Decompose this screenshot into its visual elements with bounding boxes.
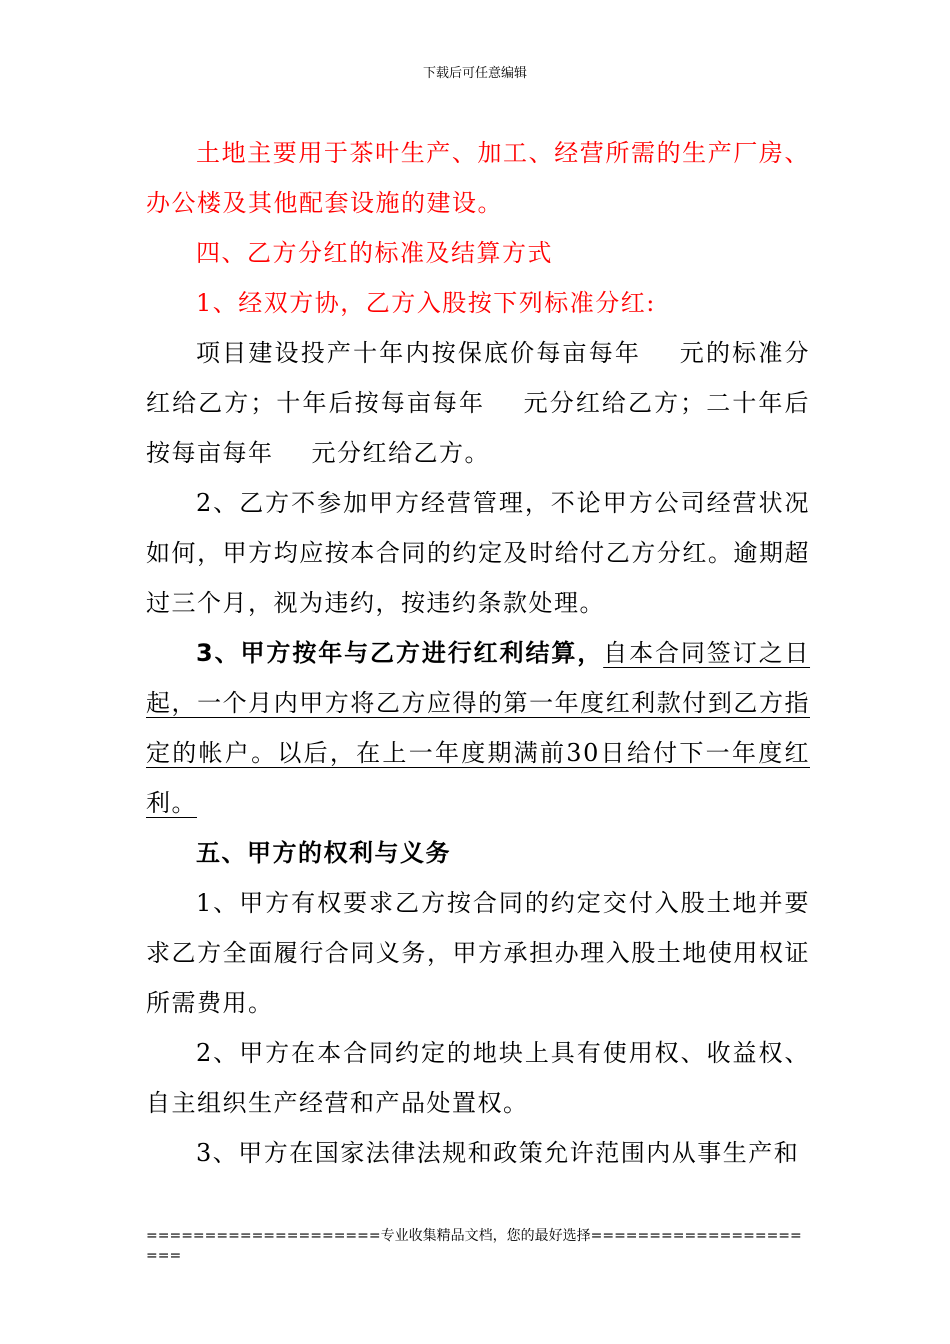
dividend-standard-part-b: 元的标准分红给乙方；十年后按每亩每年: [146, 339, 811, 417]
dividend-standard-part-a: 项目建设投产十年内按保底价每亩每年: [196, 339, 642, 367]
section-five-heading: 五、甲方的权利与义务: [196, 839, 451, 867]
dividend-clause-2: 2、乙方不参加甲方经营管理，不论甲方公司经营状况如何，甲方均应按本合同的约定及时给付乙方分红。逾期超过三个月，视为违约，按违约条款处理。: [146, 489, 810, 617]
page-header-note: 下载后可任意编辑: [422, 66, 527, 81]
dividend-standard-part-d: 元分红给乙方。: [311, 439, 490, 467]
dividend-clause-3-underlined: 自本合同签订之日起，一个月内甲方将乙方应得的第一年度红利款付到乙方指定的帐户。以后，在上一年度期满前30日给付下一年度红利。: [146, 639, 811, 817]
section-four-heading: 四、乙方分红的标准及结算方式: [196, 239, 553, 267]
party-a-clause-3: 3、甲方在国家法律法规和政策允许范围内从事生产和: [196, 1139, 800, 1167]
party-a-clause-2: 2、甲方在本合同约定的地块上具有使用权、收益权、自主组织生产经营和产品处置权。: [146, 1039, 810, 1117]
dividend-clause-3-lead: 3、甲方按年与乙方进行红利结算，: [196, 639, 604, 667]
dividend-standard-part-c: 元分红给乙方；二十年后按每亩每年: [146, 389, 811, 467]
document-body: [146, 128, 810, 1178]
page-footer: ====================专业收集精品文档，您的最好选择=====================: [146, 1228, 802, 1264]
land-use-paragraph: 土地主要用于茶叶生产、加工、经营所需的生产厂房、办公楼及其他配套设施的建设。: [146, 139, 810, 217]
party-a-clause-1: 1、甲方有权要求乙方按合同的约定交付入股土地并要求乙方全面履行合同义务，甲方承担办理入股土地使用权证所需费用。: [146, 889, 810, 1017]
dividend-clause-1: 1、经双方协，乙方入股按下列标准分红:: [196, 289, 656, 317]
dividend-clause-3: [146, 628, 810, 828]
dividend-standard-paragraph: [146, 328, 810, 478]
